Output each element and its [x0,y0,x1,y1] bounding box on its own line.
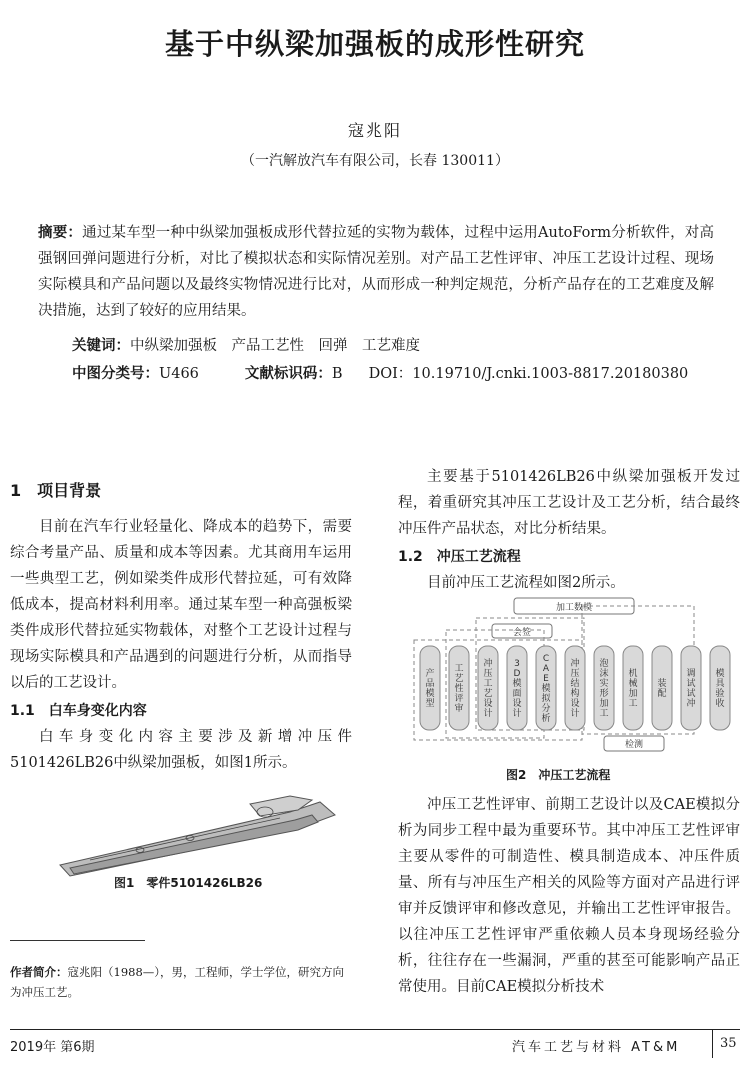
right-column-body [398,792,740,1000]
author-name: 寇兆阳 [347,121,402,140]
footer-separator [712,1030,713,1058]
section-1-2-paragraph: 目前冲压工艺流程如图2所示。 [427,575,625,591]
figure-2-caption: 图2 冲压工艺流程 [506,768,611,782]
flowchart-node-label: 冲压结构设计 [570,659,580,719]
left-column [10,478,352,776]
figure-1-caption: 图1 零件5101426LB26 [114,876,263,890]
section-1-1-paragraph: 白车身变化内容主要涉及新增冲压件5101426LB26中纵梁加强板，如图1所示。 [10,729,352,771]
flowchart-meeting-label: 会签 [512,628,532,638]
figure-1-part-drawing [50,790,345,880]
flowchart-node-label: 冲压工艺设计 [483,659,493,719]
footer-journal: 汽车工艺与材料 AT&M [512,1040,681,1055]
flowchart-node-label: C A E 模拟分析 [541,654,551,724]
page-number: 35 [720,1036,737,1051]
clc-label: 中图分类号： [72,366,159,382]
author-footnote [10,962,350,1002]
flowchart-top-label: 加工数模 [555,603,593,613]
footer-rule [10,1029,740,1030]
keywords-text: 中纵梁加强板 产品工艺性 回弹 工艺难度 [130,338,420,354]
footer-issue: 2019年 第6期 [10,1040,95,1055]
author-note-text: 寇兆阳（1988—），男，工程师，学士学位，研究方向为冲压工艺。 [10,965,345,999]
keywords [72,334,420,355]
flowchart-node-label: 3 D 模面设计 [512,659,522,719]
section-1-heading: 1 项目背景 [10,481,102,500]
flowchart-node-label: 模具验收 [715,669,725,709]
flowchart-node-label: 工艺性评审 [454,664,464,714]
abstract-text: 通过某车型一种中纵梁加强板成形代替拉延的实物为载体，过程中运用AutoForm分析软件，对高强钢回弹问题进行分析，对比了模拟状态和实际情况差别。对产品工艺性评审、冲压工艺设计过程、现场实际模具和产品问题以及最终实物情况进行比对，从而形成一种判定规范，分析产品存在的工艺难度及解决措施，达到了较好的应用结果。 [38,225,715,319]
flowchart-node-label: 调试试冲 [686,669,696,709]
abstract-label: 摘要： [38,225,83,241]
figure-2-flowchart [404,596,734,756]
doc-code-label: 文献标识码： [244,366,332,382]
flowchart-node-label: 产品模型 [425,669,435,709]
footnote-rule [10,940,145,941]
doc-code-value: B [331,366,343,382]
doi: DOI：10.19710/J.cnki.1003-8817.20180380 [368,366,689,382]
right-column-top [398,464,740,596]
abstract [38,220,714,324]
flowchart-node-label: 装配 [657,679,667,699]
body-paragraph: 冲压工艺性评审、前期工艺设计以及CAE模拟分析为同步工程中最为重要环节。其中冲压工艺性评审主要从零件的可制造性、模具制造成本、冲压件质量、所有与冲压生产相关的风险等方面对产品进行评审并反馈评审和修改意见，并输出工艺性评审报告。以往冲压工艺性评审严重依赖人员本身现场经验分析，往往存在一些漏洞，严重的甚至可能影响产品正常使用。目前CAE模拟分析技术 [398,797,740,995]
paper-title: 基于中纵梁加强板的成形性研究 [164,27,585,61]
section-1-2-heading: 1.2 冲压工艺流程 [398,549,521,565]
classification-line [72,362,688,383]
clc-value: U466 [159,366,199,382]
keywords-label: 关键词： [72,338,130,354]
author-note-label: 作者简介： [10,965,68,979]
flowchart-bottom-label: 检测 [624,740,644,750]
affiliation: （一汽解放汽车有限公司，长春 130011） [241,153,509,169]
flowchart-node-label: 泡沫实形加工 [599,659,609,719]
section-1-paragraph: 目前在汽车行业轻量化、降成本的趋势下，需要综合考量产品、质量和成本等因素。尤其商用车运用一些典型工艺，例如梁类件成形代替拉延，可有效降低成本，提高材料利用率。通过某车型一种高强板梁类件成形代替拉延实物载体，对整个工艺设计过程与现场实际模具和产品遇到的问题进行分析，从而指导以后的工艺设计。 [10,519,352,691]
section-1-1-heading: 1.1 白车身变化内容 [10,703,147,719]
intro-paragraph: 主要基于5101426LB26中纵梁加强板开发过程，着重研究其冲压工艺设计及工艺分析，结合最终冲压件产品状态，对比分析结果。 [398,469,740,537]
flowchart-node-label: 机械加工 [628,669,638,709]
